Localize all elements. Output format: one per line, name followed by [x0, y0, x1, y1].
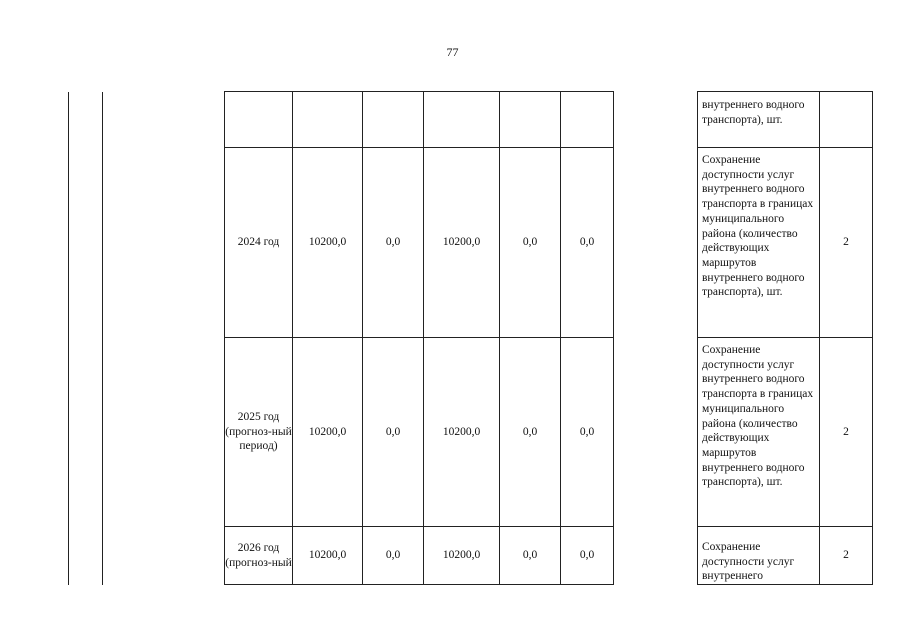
- indicator-cell: Сохранение доступности услуг внутреннего: [698, 527, 820, 585]
- federal-cell-empty: [363, 92, 424, 148]
- total-cell-empty: [293, 92, 363, 148]
- regional-cell: 10200,0: [424, 338, 500, 527]
- measure-name-cell: [103, 92, 225, 585]
- total-cell: 10200,0: [293, 338, 363, 527]
- total-cell: 10200,0: [293, 527, 363, 585]
- federal-cell: 0,0: [363, 527, 424, 585]
- regional-cell-empty: [424, 92, 500, 148]
- other-cell: 0,0: [561, 527, 614, 585]
- other-cell: 0,0: [561, 148, 614, 338]
- federal-cell: 0,0: [363, 338, 424, 527]
- indicator-cell: внутреннего водного транспорта), шт.: [698, 92, 820, 148]
- year-cell: 2024 год: [225, 148, 293, 338]
- local-cell: 0,0: [500, 527, 561, 585]
- regional-cell: 10200,0: [424, 527, 500, 585]
- value-cell: 2: [820, 338, 873, 527]
- value-cell-empty: [820, 92, 873, 148]
- total-cell: 10200,0: [293, 148, 363, 338]
- value-cell: 2: [820, 148, 873, 338]
- federal-cell: 0,0: [363, 148, 424, 338]
- number-cell: [69, 92, 103, 585]
- local-cell-empty: [500, 92, 561, 148]
- year-cell: 2026 год (прогноз-ный: [225, 527, 293, 585]
- local-cell: 0,0: [500, 338, 561, 527]
- page-number: 77: [446, 45, 459, 59]
- executor-cell: [614, 92, 698, 585]
- budget-table: [68, 91, 873, 585]
- value-cell: 2: [820, 527, 873, 585]
- year-cell-empty: [225, 92, 293, 148]
- regional-cell: 10200,0: [424, 148, 500, 338]
- local-cell: 0,0: [500, 148, 561, 338]
- table-row-continued: [69, 92, 873, 148]
- indicator-cell: Сохранение доступности услуг внутреннего водного транспорта в границах муниципального района (количество действующих маршрутов внутреннего водного транспорта), шт.: [698, 148, 820, 338]
- year-cell: 2025 год (прогноз-ный период): [225, 338, 293, 527]
- indicator-cell: Сохранение доступности услуг внутреннего водного транспорта в границах муниципального района (количество действующих маршрутов внутреннего водного транспорта), шт.: [698, 338, 820, 527]
- other-cell-empty: [561, 92, 614, 148]
- other-cell: 0,0: [561, 338, 614, 527]
